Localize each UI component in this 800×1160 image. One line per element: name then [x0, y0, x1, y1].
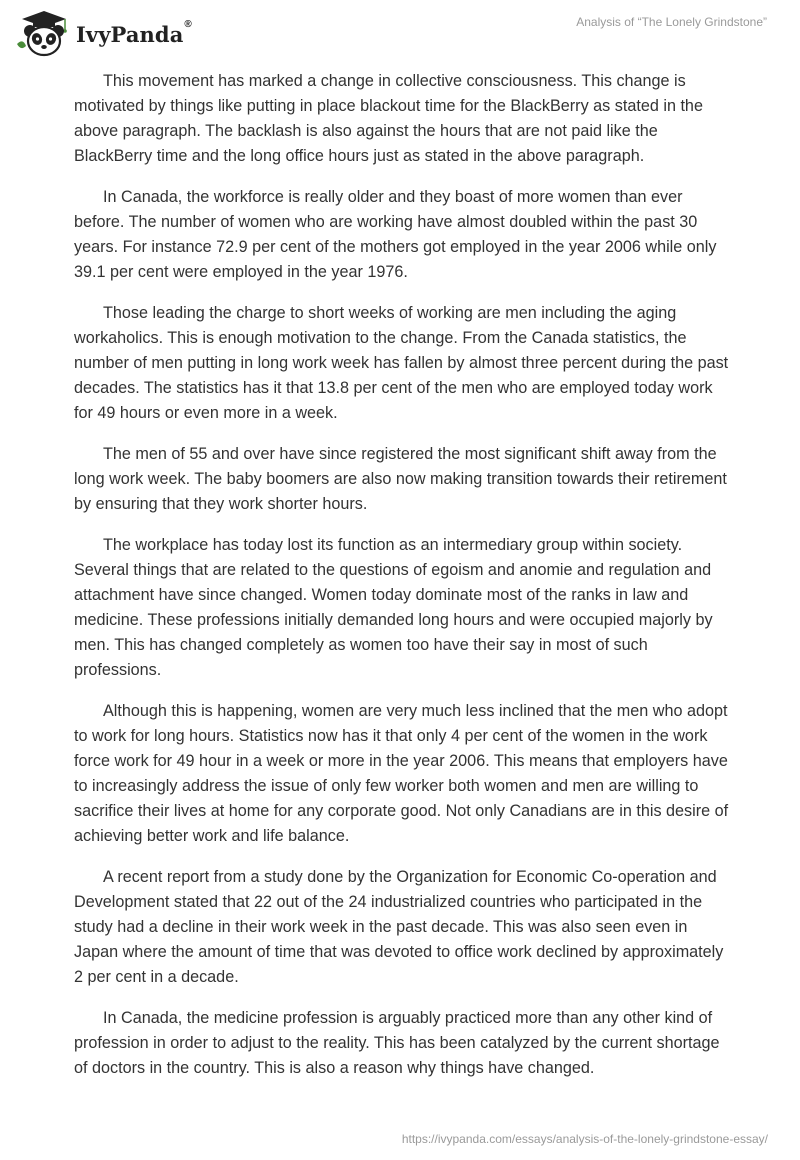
- page-header: [0, 0, 800, 70]
- registered-mark: ®: [184, 18, 192, 30]
- paragraph: In Canada, the workforce is really older and they boast of more women than ever before. The number of women who are working have almost doubled within the past 30 years. For instance 72.9 per cent of the mothers got employed in the year 2006 while only 39.1 per cent were employed in the year 1976.: [74, 188, 717, 281]
- paragraph: The workplace has today lost its function as an intermediary group within society. Several things that are related to the questions of egoism and anomie and regulation and attachment have since changed. Women today dominate most of the ranks in law and medicine. These professions initially demanded long hours and were occupied majorly by men. This has changed completely as women too have their say in most of such professions.: [74, 536, 713, 679]
- source-url[interactable]: https://ivypanda.com/essays/analysis-of-the-lonely-grindstone-essay/: [401, 1132, 768, 1146]
- paragraph: In Canada, the medicine profession is arguably practiced more than any other kind of profession in order to adjust to the reality. This has been catalyzed by the current shortage of doctors in the country. This is also a reason why things have changed.: [74, 1009, 720, 1077]
- panda-graduate-icon: [14, 8, 74, 58]
- paragraph: Although this is happening, women are very much less inclined that the men who adopt to work for long hours. Statistics now has it that only 4 per cent of the women in the work force work for 49 hour in a week or more in the year 2006. This means that employers have to increasingly address the issue of only few worker both women and men are willing to sacrifice their lives at home for any corporate good. Not only Canadians are in this desire of achieving better work and life balance.: [74, 702, 729, 845]
- paragraph: A recent report from a study done by the Organization for Economic Co-operation and Development stated that 22 out of the 24 industrialized countries who participated in the study had a decline in their work week in the past decade. This was also seen even in Japan where the amount of time that was devoted to office work declined by approximately 2 per cent in a decade.: [74, 868, 724, 986]
- paragraph: This movement has marked a change in collective consciousness. This change is motivated by things like putting in place blackout time for the BlackBerry as stated in the above paragraph. The backlash is also against the hours that are not paid like the BlackBerry time and the long office hours just as stated in the above paragraph.: [74, 72, 703, 165]
- essay-body: [74, 69, 734, 1097]
- document-title: Analysis of “The Lonely Grindstone”: [576, 15, 767, 29]
- paragraph: Those leading the charge to short weeks of working are men including the aging workaholics. This is enough motivation to the change. From the Canada statistics, the number of men putting in long work week has fallen by almost three percent during the past decades. The statistics has it that 13.8 per cent of the men who are employed today work for 49 hours or even more in a week.: [74, 304, 729, 422]
- paragraph: The men of 55 and over have since registered the most significant shift away from the long work week. The baby boomers are also now making transition towards their retirement by ensuring that they work shorter hours.: [74, 445, 727, 513]
- logo-wordmark: IvyPanda®: [76, 18, 192, 47]
- ivypanda-logo[interactable]: [14, 8, 192, 58]
